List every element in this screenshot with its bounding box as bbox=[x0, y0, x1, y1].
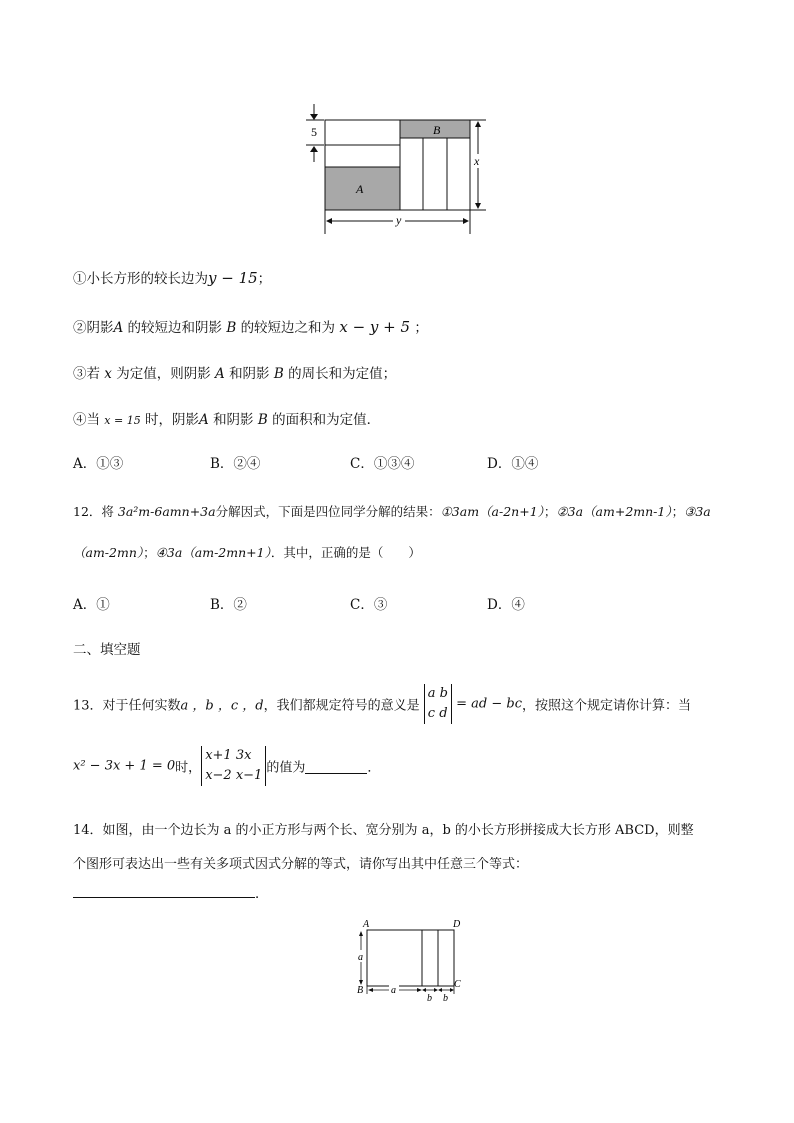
vertex-a: A bbox=[363, 919, 370, 930]
q13-line1 bbox=[73, 684, 691, 724]
option-value: ① bbox=[96, 597, 110, 613]
question-text: ，按照这个规定请你计算：当 bbox=[522, 698, 692, 714]
result-3: ③3a bbox=[684, 504, 711, 519]
statement-text: 阴影 bbox=[86, 320, 114, 336]
option-value: ③ bbox=[373, 597, 388, 613]
question-end: ． bbox=[255, 886, 269, 902]
bottom-a-right-icon bbox=[417, 988, 422, 992]
result-1: ①3am（a-2n+1） bbox=[440, 504, 544, 519]
q11-option-b[interactable] bbox=[210, 452, 260, 472]
q11-option-c[interactable] bbox=[350, 452, 414, 472]
condition-expr: x² − 3x + 1 = 0 bbox=[73, 758, 176, 774]
label-a-bottom: a bbox=[391, 985, 396, 996]
circled-3: ③ bbox=[73, 366, 87, 382]
question-text: 时， bbox=[175, 760, 202, 776]
statement-end: 的周长和为定值； bbox=[288, 366, 397, 382]
math-expr: x = 15 bbox=[104, 414, 141, 427]
statement-text: 的较短边之和为 bbox=[240, 320, 336, 336]
rect-abcd bbox=[367, 930, 454, 986]
q14-line1: 14．如图，由一个边长为 a 的小正方形与两个长、宽分别为 a，b 的小长方形拼接成大长方形 ABCD，则整 bbox=[73, 823, 694, 838]
figure-abcd bbox=[345, 912, 475, 1004]
statement-1 bbox=[73, 267, 271, 287]
q12-option-b[interactable] bbox=[210, 593, 247, 613]
result-2: ②3a（am+2mn-1） bbox=[556, 504, 672, 519]
vertex-c: C bbox=[454, 979, 461, 990]
circled-1: ① bbox=[73, 271, 87, 287]
b1-right-icon bbox=[434, 988, 438, 992]
var-a: A bbox=[199, 412, 209, 428]
bottom-a-left-icon bbox=[368, 988, 373, 992]
q13-line2 bbox=[73, 746, 380, 786]
math-expr: x − y + 5 bbox=[339, 318, 411, 336]
figure-rectangles-ab bbox=[300, 100, 500, 240]
question-text: ．其中，正确的是（ ） bbox=[270, 545, 421, 560]
question-text: 的值为 bbox=[266, 760, 306, 776]
math-expr: 3a²m-6amn+3a bbox=[117, 504, 216, 519]
option-letter: C． bbox=[350, 456, 374, 472]
q12-option-a[interactable] bbox=[73, 593, 110, 613]
question-end: ． bbox=[367, 760, 381, 776]
question-text: 13．对于任何实数 bbox=[73, 698, 181, 714]
statement-text: 的较短边和阴影 bbox=[127, 320, 223, 336]
var-a: A bbox=[113, 320, 124, 336]
answer-blank[interactable] bbox=[305, 759, 367, 774]
det-row-2: x−2 x−1 bbox=[205, 768, 263, 783]
q11-option-d[interactable] bbox=[487, 452, 538, 472]
option-value: ④ bbox=[511, 597, 525, 613]
option-letter: A． bbox=[73, 597, 97, 613]
statement-3 bbox=[73, 362, 396, 382]
answer-blank[interactable] bbox=[73, 883, 255, 898]
separator: ； bbox=[143, 545, 156, 560]
var-b: B bbox=[273, 366, 284, 382]
label-x: x bbox=[474, 154, 480, 168]
label-b1: b bbox=[427, 993, 432, 1004]
option-letter: B． bbox=[210, 597, 234, 613]
result-3-cont: （am-2mn） bbox=[73, 545, 144, 560]
det-row-1: a b bbox=[427, 686, 448, 701]
q12-option-d[interactable] bbox=[487, 593, 525, 613]
label-5: 5 bbox=[311, 125, 317, 139]
statement-text: 和阴影 bbox=[229, 366, 270, 382]
variables: a ，b ，c ，d bbox=[180, 698, 264, 714]
statement-text: 小长方形的较长边为 bbox=[86, 271, 208, 287]
det-definition: = ad − bc bbox=[456, 696, 522, 712]
option-letter: D． bbox=[487, 597, 512, 613]
statement-text: 时，阴影 bbox=[145, 412, 200, 428]
det-row-1: x+1 3x bbox=[205, 748, 252, 763]
statement-end: ； bbox=[414, 320, 428, 336]
statement-text: 若 bbox=[86, 366, 100, 382]
statement-4 bbox=[73, 408, 380, 428]
label-a: A bbox=[356, 182, 364, 196]
statement-text: 当 bbox=[86, 412, 100, 428]
section-heading: 二、填空题 bbox=[73, 642, 141, 658]
statement-text: 和阴影 bbox=[213, 412, 254, 428]
var-a: A bbox=[215, 366, 225, 382]
y-arrow-left-icon bbox=[326, 218, 332, 224]
circled-2: ② bbox=[73, 320, 87, 336]
statement-2 bbox=[73, 316, 428, 336]
var-x: x bbox=[104, 366, 112, 382]
separator: ； bbox=[543, 504, 557, 519]
option-value: ①③④ bbox=[373, 456, 415, 472]
label-b: B bbox=[433, 123, 441, 137]
option-value: ①④ bbox=[511, 456, 539, 472]
q12-line1 bbox=[73, 502, 711, 520]
option-letter: A． bbox=[73, 456, 97, 472]
x-arrow-up-icon bbox=[475, 121, 481, 127]
q12-option-c[interactable] bbox=[350, 593, 387, 613]
option-value: ①③ bbox=[96, 456, 124, 472]
option-letter: C． bbox=[350, 597, 374, 613]
b2-left-icon bbox=[438, 988, 442, 992]
statement-text: 为定值，则阴影 bbox=[116, 366, 211, 382]
x-arrow-down-icon bbox=[475, 203, 481, 209]
determinant-x bbox=[201, 746, 266, 786]
question-text: ，我们都规定符号的意义是 bbox=[263, 698, 420, 714]
option-value: ②④ bbox=[233, 456, 261, 472]
statement-end: ； bbox=[257, 271, 272, 287]
left-arrow-up-icon bbox=[359, 931, 363, 936]
y-arrow-right-icon bbox=[463, 218, 469, 224]
question-number: 12．将 bbox=[73, 504, 114, 519]
vertex-d: D bbox=[453, 919, 461, 930]
option-value: ② bbox=[233, 597, 247, 613]
label-b2: b bbox=[443, 993, 448, 1004]
det-row-2: c d bbox=[427, 706, 448, 721]
arrow-down-icon bbox=[310, 114, 318, 120]
result-4: ④3a（am-2mn+1） bbox=[155, 545, 271, 560]
vertex-b: B bbox=[357, 985, 364, 996]
label-y: y bbox=[396, 213, 402, 227]
label-a-side: a bbox=[358, 952, 363, 963]
question-text: 分解因式，下面是四位同学分解的结果： bbox=[215, 504, 441, 519]
q12-line2 bbox=[73, 543, 421, 561]
determinant-abcd bbox=[424, 684, 452, 724]
circled-4: ④ bbox=[73, 412, 87, 428]
b1-left-icon bbox=[422, 988, 426, 992]
q14-line3 bbox=[73, 882, 269, 902]
option-letter: D． bbox=[487, 456, 512, 472]
separator: ； bbox=[671, 504, 685, 519]
q11-option-a[interactable] bbox=[73, 452, 123, 472]
q14-line2: 个图形可表达出一些有关多项式因式分解的等式，请你写出其中任意三个等式： bbox=[73, 857, 529, 872]
math-expr: y − 15 bbox=[208, 269, 258, 287]
var-b: B bbox=[257, 412, 268, 428]
var-b: B bbox=[226, 320, 237, 336]
option-letter: B． bbox=[210, 456, 234, 472]
statement-end: 的面积和为定值． bbox=[272, 412, 381, 428]
